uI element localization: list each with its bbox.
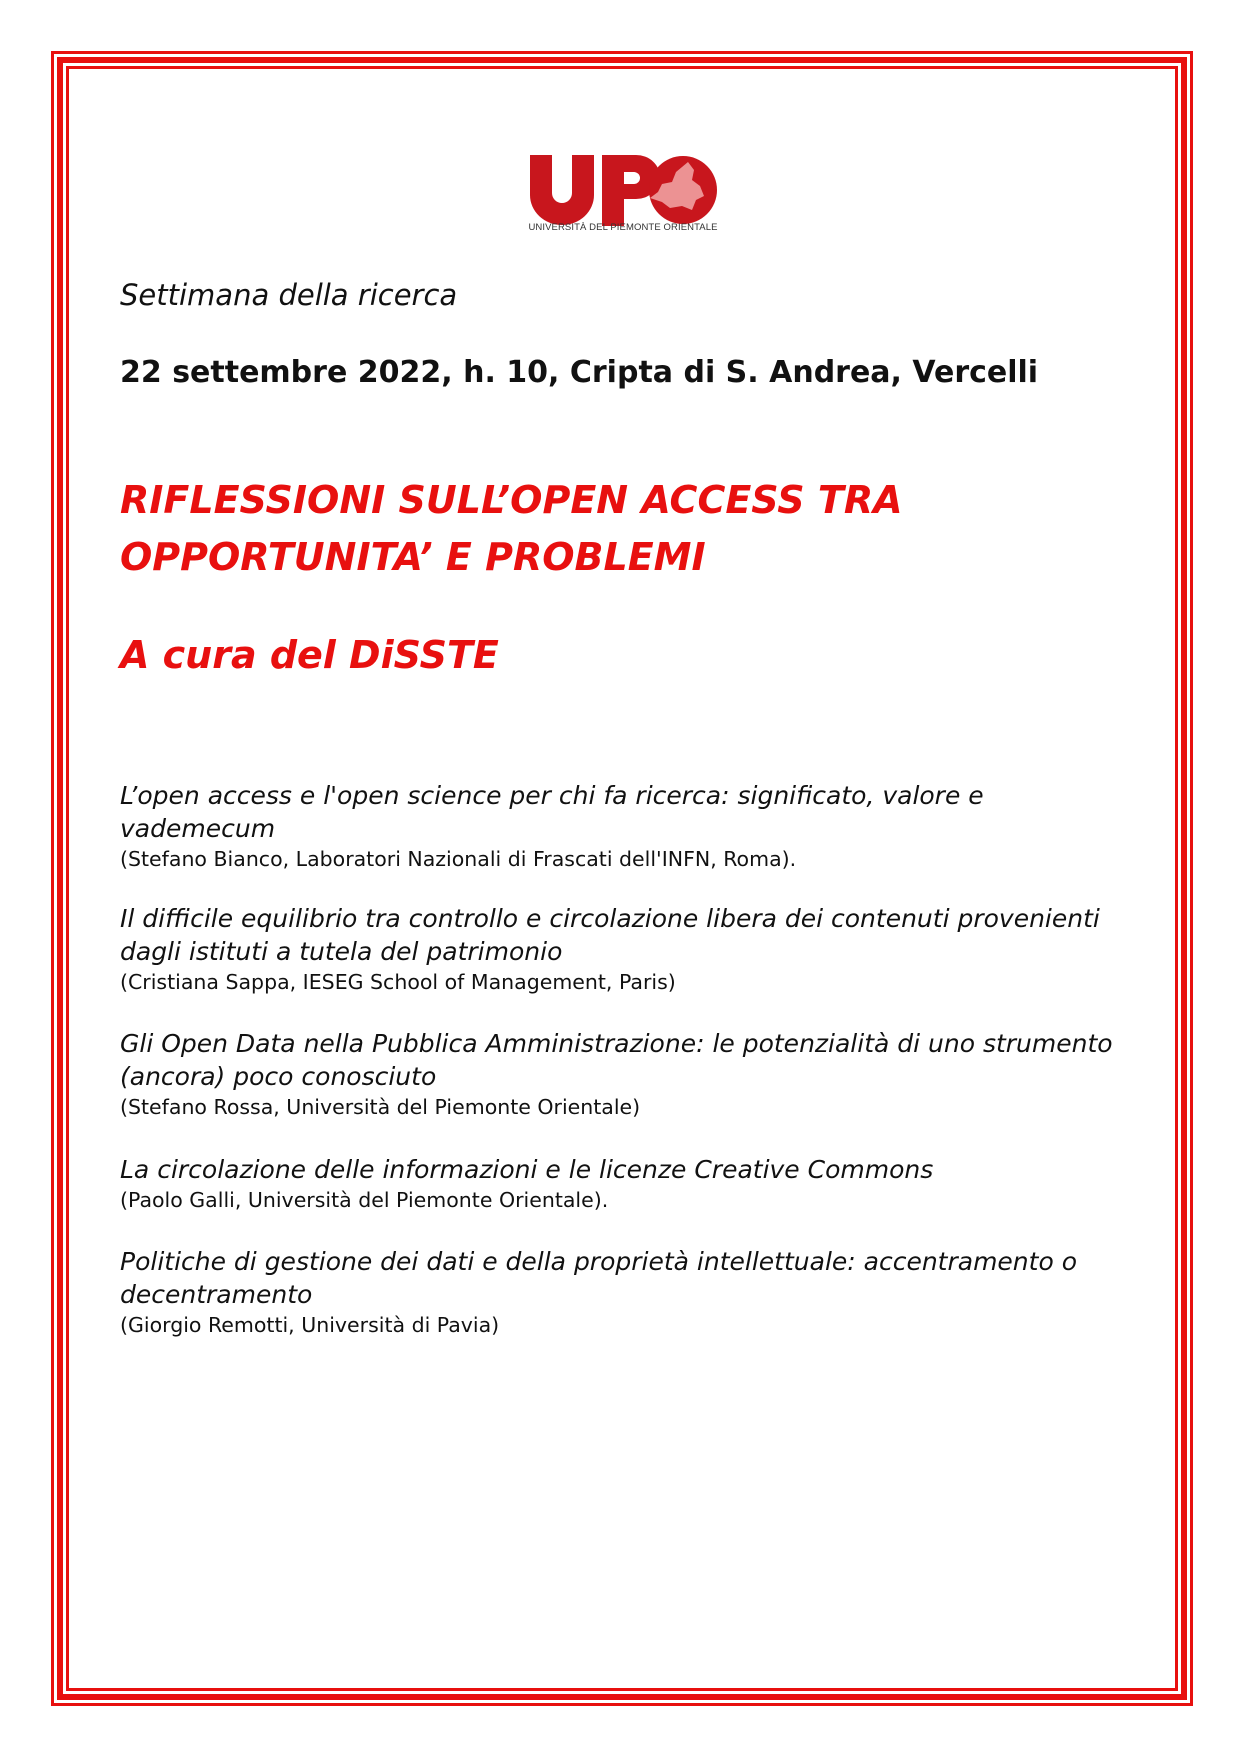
talk-title: Gli Open Data nella Pubblica Amministrazione: le potenzialità di uno strumento (ancora) poco conosciuto bbox=[120, 1029, 1113, 1091]
talk-speaker: (Paolo Galli, Università del Piemonte Orientale). bbox=[120, 1188, 609, 1212]
talk-speaker: (Stefano Rossa, Università del Piemonte Orientale) bbox=[120, 1095, 641, 1119]
talk-speaker: (Cristiana Sappa, IESEG School of Management, Paris) bbox=[120, 970, 676, 994]
event-series: Settimana della ricerca bbox=[120, 278, 458, 312]
title-line-1: RIFLESSIONI SULL’OPEN ACCESS TRA bbox=[120, 478, 903, 522]
talk-item bbox=[120, 1153, 1120, 1214]
talk-title: Il difficile equilibrio tra controllo e circolazione libera dei contenuti provenienti dagli istituti a tutela del patrimonio bbox=[120, 904, 1100, 966]
title-line-2: OPPORTUNITA’ E PROBLEMI bbox=[120, 535, 706, 579]
talk-item bbox=[120, 1245, 1120, 1339]
talk-speaker: (Stefano Bianco, Laboratori Nazionali di Frascati dell'INFN, Roma). bbox=[120, 847, 797, 871]
talk-title: L’open access e l'open science per chi fa ricerca: significato, valore e vademecum bbox=[120, 781, 984, 843]
talk-item bbox=[120, 902, 1120, 996]
event-details: 22 settembre 2022, h. 10, Cripta di S. Andrea, Vercelli bbox=[120, 355, 1039, 390]
talk-item bbox=[120, 1027, 1120, 1121]
talk-title: La circolazione delle informazioni e le licenze Creative Commons bbox=[120, 1155, 934, 1184]
upo-logo-mark bbox=[528, 150, 718, 230]
talk-title: Politiche di gestione dei dati e della proprietà intellettuale: accentramento o decentramento bbox=[120, 1247, 1077, 1309]
curator: A cura del DiSSTE bbox=[120, 633, 499, 677]
logo-tagline: UNIVERSITÀ DEL PIEMONTE ORIENTALE bbox=[528, 222, 718, 233]
event-title bbox=[120, 472, 1100, 586]
talk-speaker: (Giorgio Remotti, Università di Pavia) bbox=[120, 1313, 500, 1337]
talk-item bbox=[120, 779, 1120, 873]
